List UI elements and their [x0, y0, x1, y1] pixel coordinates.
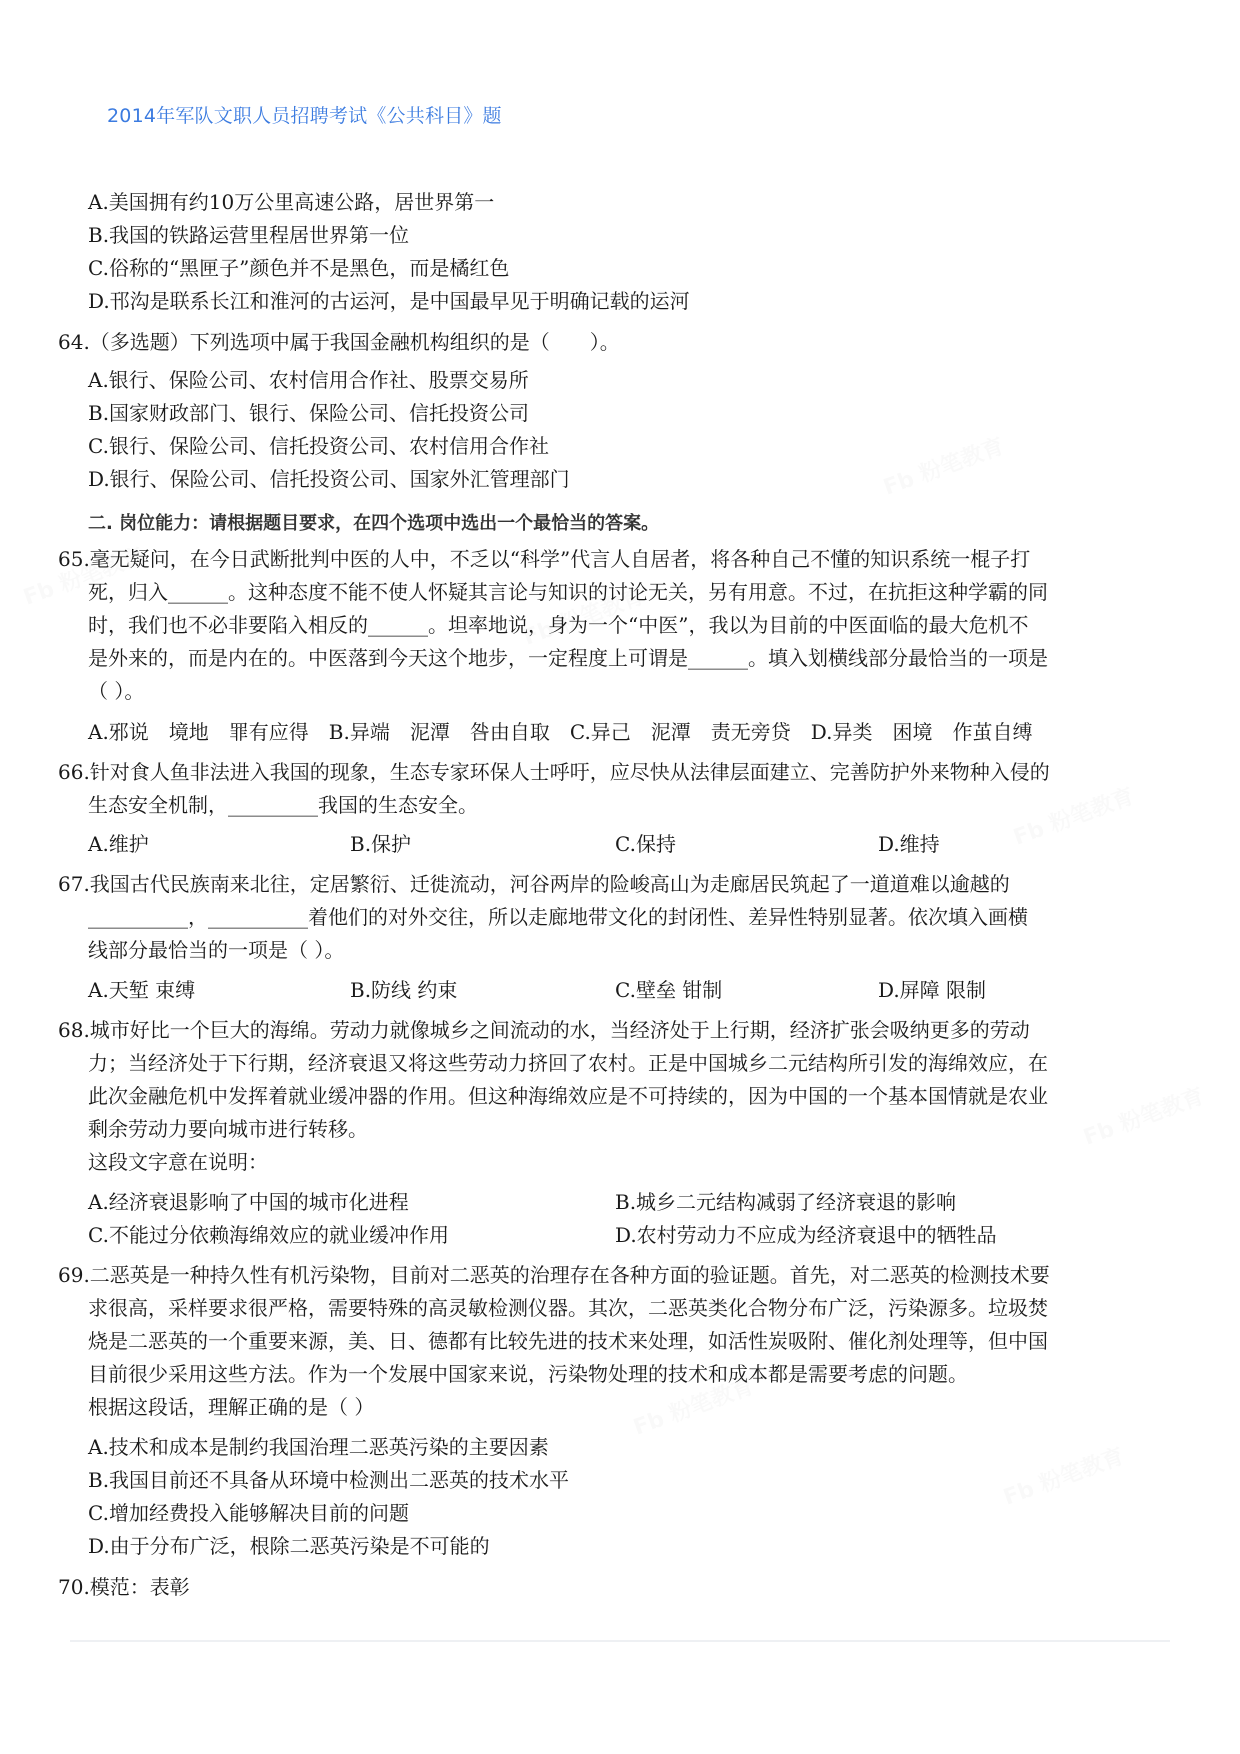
- question-stem: 64.（多选题）下列选项中属于我国金融机构组织的是（ ）。: [58, 330, 620, 354]
- option-c: C.俗称的“黑匣子”颜色并不是黑色，而是橘红色: [88, 256, 510, 280]
- document-header-title: 2014年军队文职人员招聘考试《公共科目》题: [107, 105, 502, 127]
- option-c: C.保持: [615, 832, 676, 856]
- footer-divider: [70, 1640, 1170, 1642]
- question-stem-line: 目前很少采用这些方法。作为一个发展中国家来说，污染物处理的技术和成本都是需要考虑的问题。: [88, 1362, 968, 1386]
- question-stem-line: 65.毫无疑问，在今日武断批判中医的人中，不乏以“科学”代言人自居者，将各种自己不懂的知识系统一棍子打: [58, 547, 1031, 571]
- option-c: C.壁垒 钳制: [615, 978, 723, 1002]
- question-stem-line: 力；当经济处于下行期，经济衰退又将这些劳动力挤回了农村。正是中国城乡二元结构所引发的海绵效应，在: [88, 1051, 1048, 1075]
- option-b: B.我国的铁路运营里程居世界第一位: [88, 223, 410, 247]
- question-stem-line: 68.城市好比一个巨大的海绵。劳动力就像城乡之间流动的水，当经济处于上行期，经济扩张会吸纳更多的劳动: [58, 1018, 1030, 1042]
- question-stem-line: 66.针对食人鱼非法进入我国的现象，生态专家环保人士呼吁，应尽快从法律层面建立、完善防护外来物种入侵的: [58, 760, 1050, 784]
- question-prompt: 这段文字意在说明：: [88, 1150, 268, 1174]
- option-b: B.城乡二元结构减弱了经济衰退的影响: [615, 1190, 957, 1214]
- watermark: [999, 1439, 1128, 1511]
- option-c: C.不能过分依赖海绵效应的就业缓冲作用: [88, 1223, 449, 1247]
- option-b: B.我国目前还不具备从环境中检测出二恶英的技术水平: [88, 1468, 570, 1492]
- watermark: [1009, 779, 1138, 851]
- question-stem-line: 是外来的，而是内在的。中医落到今天这个地步，一定程度上可谓是______。填入划横线部分最恰当的一项是: [88, 646, 1048, 670]
- options-line: A.邪说 境地 罪有应得 B.异端 泥潭 咎由自取 C.异己 泥潭 责无旁贷 D.异类 困境 作茧自缚: [88, 720, 1033, 744]
- option-a: A.银行、保险公司、农村信用合作社、股票交易所: [88, 368, 529, 392]
- question-stem-line: 线部分最恰当的一项是（ ）。: [88, 938, 345, 962]
- question-stem-line: 此次金融危机中发挥着就业缓冲器的作用。但这种海绵效应是不可持续的，因为中国的一个基本国情就是农业: [88, 1084, 1048, 1108]
- option-c: C.增加经费投入能够解决目前的问题: [88, 1501, 409, 1525]
- option-d: D.维持: [878, 832, 940, 856]
- option-d: D.屏障 限制: [878, 978, 987, 1002]
- option-d: D.由于分布广泛，根除二恶英污染是不可能的: [88, 1534, 490, 1558]
- option-d: D.农村劳动力不应成为经济衰退中的牺牲品: [615, 1223, 997, 1247]
- option-b: B.防线 约束: [350, 978, 458, 1002]
- option-b: B.保护: [350, 832, 412, 856]
- question-stem-line: __________，__________着他们的对外交往，所以走廊地带文化的封闭性、差异性特别显著。依次填入画横: [88, 905, 1028, 929]
- option-c: C.银行、保险公司、信托投资公司、农村信用合作社: [88, 434, 549, 458]
- section-heading: 二. 岗位能力：请根据题目要求，在四个选项中选出一个最恰当的答案。: [88, 513, 660, 534]
- option-b: B.国家财政部门、银行、保险公司、信托投资公司: [88, 401, 530, 425]
- question-stem-line: 69.二恶英是一种持久性有机污染物，目前对二恶英的治理存在各种方面的验证题。首先，对二恶英的检测技术要: [58, 1263, 1050, 1287]
- question-stem-line: 烧是二恶英的一个重要来源，美、日、德都有比较先进的技术来处理，如活性炭吸附、催化剂处理等，但中国: [88, 1329, 1048, 1353]
- question-stem-line: 生态安全机制，_________我国的生态安全。: [88, 793, 478, 817]
- question-stem-line: 剩余劳动力要向城市进行转移。: [88, 1117, 368, 1141]
- option-d: D.邗沟是联系长江和淮河的古运河，是中国最早见于明确记载的运河: [88, 289, 690, 313]
- option-a: A.维护: [88, 832, 149, 856]
- question-prompt: 根据这段话，理解正确的是（ ）: [88, 1395, 375, 1419]
- watermark: [879, 429, 1008, 501]
- option-a: A.经济衰退影响了中国的城市化进程: [88, 1190, 409, 1214]
- question-70-stem: 70.模范：表彰: [58, 1575, 190, 1599]
- option-a: A.美国拥有约10万公里高速公路，居世界第一: [88, 190, 495, 214]
- question-stem-line: 求很高，采样要求很严格，需要特殊的高灵敏检测仪器。其次，二恶英类化合物分布广泛，污染源多。垃圾焚: [88, 1296, 1048, 1320]
- question-stem-line: 死，归入______。这种态度不能不使人怀疑其言论与知识的讨论无关，另有用意。不过，在抗拒这种学霸的同: [88, 580, 1048, 604]
- option-a: A.技术和成本是制约我国治理二恶英污染的主要因素: [88, 1435, 549, 1459]
- option-a: A.天堑 束缚: [88, 978, 196, 1002]
- option-d: D.银行、保险公司、信托投资公司、国家外汇管理部门: [88, 467, 570, 491]
- question-stem-line: 时，我们也不必非要陷入相反的______。坦率地说，身为一个“中医”，我以为目前的中医面临的最大危机不: [88, 613, 1029, 637]
- question-stem-line: 67.我国古代民族南来北往，定居繁衍、迁徙流动，河谷两岸的险峻高山为走廊居民筑起了一道道难以逾越的: [58, 872, 1010, 896]
- question-stem-line: （ ）。: [88, 679, 145, 703]
- watermark: [1079, 1079, 1208, 1151]
